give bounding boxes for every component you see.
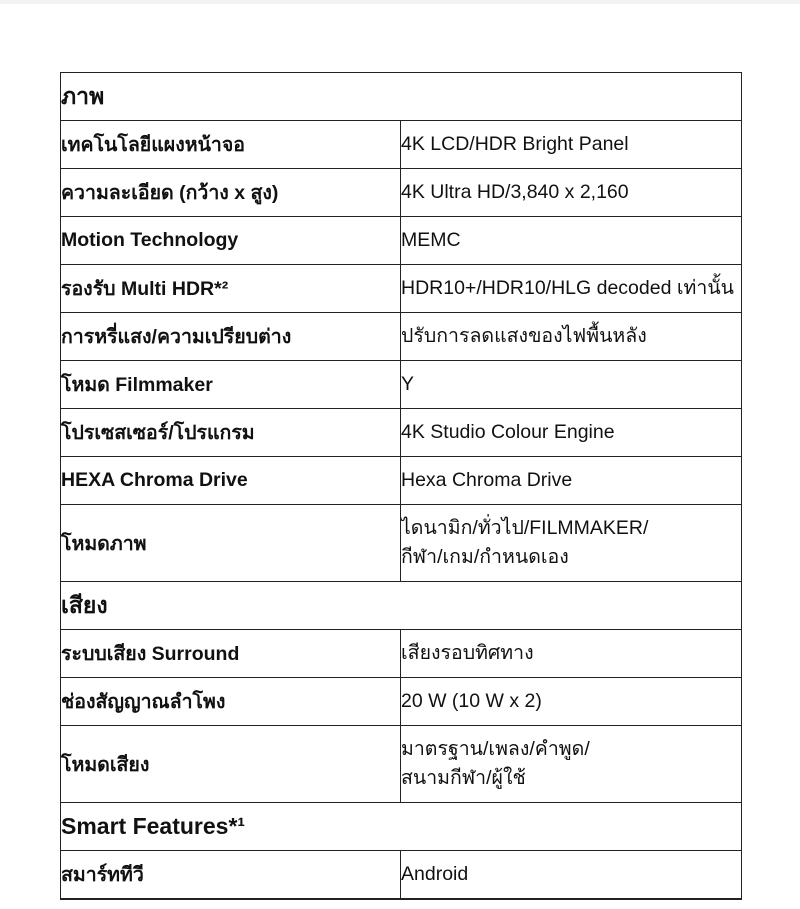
spec-value-line: ปรับการลดแสงของไฟพื้นหลัง [401,325,647,347]
spec-value [401,505,742,582]
spec-value-line: HDR10+/HDR10/HLG decoded เท่านั้น [401,277,734,299]
spec-value [401,265,742,313]
table-row [61,169,742,217]
spec-value [401,678,742,726]
spec-value-line: ไดนามิก/ทั่วไป/FILMMAKER/ [401,517,649,539]
table-row [61,265,742,313]
top-band [0,0,800,4]
spec-value-line: 20 W (10 W x 2) [401,690,542,712]
table-row [61,726,742,803]
spec-label: HEXA Chroma Drive [61,457,401,505]
spec-label: โหมดภาพ [61,505,401,582]
spec-value-line: 4K Studio Colour Engine [401,421,615,443]
spec-value [401,409,742,457]
table-row [61,313,742,361]
spec-value [401,726,742,803]
spec-value-line: 4K LCD/HDR Bright Panel [401,133,629,155]
spec-value [401,217,742,265]
table-row [61,505,742,582]
spec-value-line: กีฬา/เกม/กำหนดเอง [401,546,569,568]
spec-value [401,121,742,169]
section-header-picture [61,73,742,121]
spec-label: เทคโนโลยีแผงหน้าจอ [61,121,401,169]
table-row [61,457,742,505]
table-row [61,361,742,409]
spec-value [401,361,742,409]
section-title: เสียง [61,582,742,630]
section-title: Smart Features*¹ [61,803,742,851]
spec-value-line: MEMC [401,229,461,251]
table-row [61,121,742,169]
spec-label: รองรับ Multi HDR*² [61,265,401,313]
spec-value-line: Hexa Chroma Drive [401,469,573,491]
spec-table [60,72,742,900]
spec-value-line: 4K Ultra HD/3,840 x 2,160 [401,181,629,203]
table-row [61,409,742,457]
spec-value-line: สนามกีฬา/ผู้ใช้ [401,767,526,789]
spec-value-line: มาตรฐาน/เพลง/คำพูด/ [401,738,590,760]
spec-label: โหมดเสียง [61,726,401,803]
spec-value-line: เสียงรอบทิศทาง [401,642,534,664]
spec-value-line: Android [401,863,469,885]
spec-value [401,313,742,361]
table-row [61,217,742,265]
spec-label: ความละเอียด (กว้าง x สูง) [61,169,401,217]
spec-value-line: Y [401,373,415,395]
section-title: ภาพ [61,73,742,121]
spec-value [401,851,742,900]
spec-value [401,457,742,505]
spec-label: สมาร์ททีวี [61,851,401,900]
spec-label: ช่องสัญญาณลำโพง [61,678,401,726]
table-row [61,851,742,900]
spec-label: โหมด Filmmaker [61,361,401,409]
spec-value [401,169,742,217]
spec-value [401,630,742,678]
spec-label: Motion Technology [61,217,401,265]
table-row [61,630,742,678]
spec-label: การหรี่แสง/ความเปรียบต่าง [61,313,401,361]
spec-label: โปรเซสเซอร์/โปรแกรม [61,409,401,457]
table-row [61,678,742,726]
section-header-smart-features [61,803,742,851]
section-header-sound [61,582,742,630]
spec-label: ระบบเสียง Surround [61,630,401,678]
